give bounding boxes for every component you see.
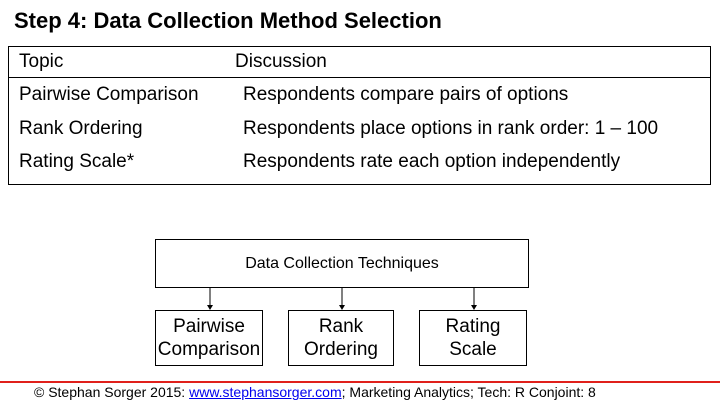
root-node-label: Data Collection Techniques [245, 254, 439, 272]
row-topic: Pairwise Comparison [19, 84, 199, 105]
leaf-label-line: Rating [445, 316, 501, 337]
leaf-label-line: Scale [449, 339, 497, 360]
footer-prefix: © Stephan Sorger 2015: [34, 384, 190, 400]
header-topic: Topic [19, 51, 64, 72]
leaf-label-line: Ordering [304, 339, 378, 360]
footer-rule [0, 381, 720, 383]
row-topic: Rating Scale* [19, 151, 135, 172]
leaf-node-rating [419, 310, 527, 366]
row-discussion: Respondents place options in rank order: 1 – 100 [243, 118, 659, 139]
row-topic: Rank Ordering [19, 118, 143, 139]
slide-title: Step 4: Data Collection Method Selection [14, 8, 442, 33]
leaf-label-line: Rank [318, 316, 364, 337]
leaf-label-line: Comparison [157, 339, 261, 360]
leaf-node-rank [288, 310, 394, 366]
row-discussion: Respondents compare pairs of options [243, 84, 569, 105]
footer-suffix: ; Marketing Analytics; Tech: R Conjoint: 8 [341, 384, 596, 400]
root-node [155, 239, 529, 288]
row-discussion: Respondents rate each option independently [243, 151, 621, 172]
header-discussion: Discussion [235, 51, 327, 72]
leaf-node-pairwise [155, 310, 263, 366]
footer-website-link[interactable]: www.stephansorger.com [189, 384, 342, 400]
footer [34, 384, 596, 400]
leaf-label-line: Pairwise [173, 316, 245, 337]
